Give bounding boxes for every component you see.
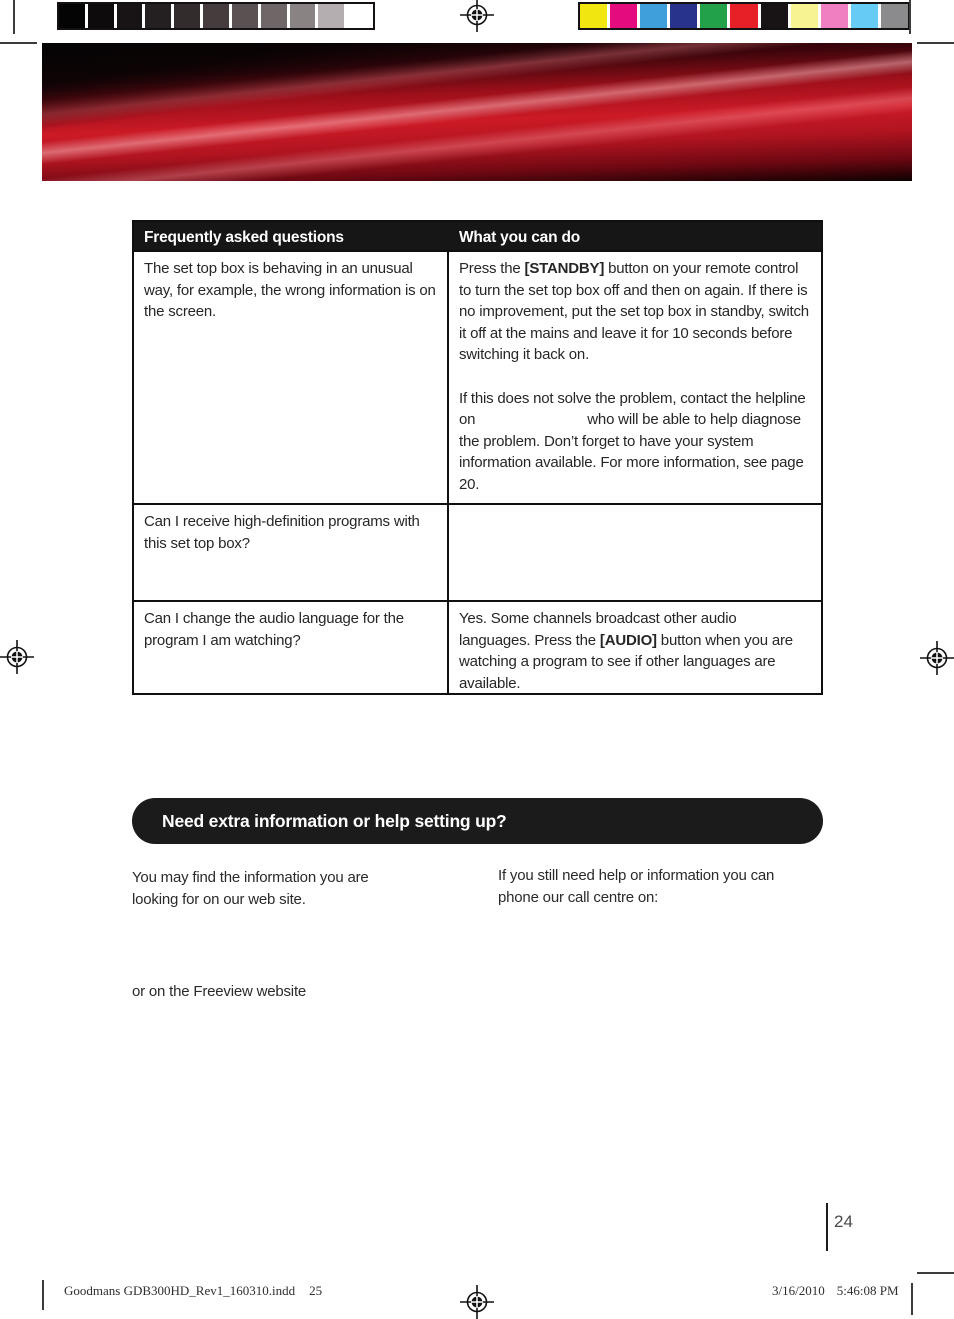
crop-mark [911, 1283, 913, 1315]
color-swatch [851, 4, 878, 28]
color-swatch [821, 4, 848, 28]
question-cell: Can I change the audio language for the program I am watching? [144, 610, 404, 649]
grayscale-swatch [347, 4, 373, 28]
color-swatch [791, 4, 818, 28]
grayscale-swatch [261, 4, 287, 28]
question-cell: The set top box is behaving in an unusual way, for example, the wrong information is on the screen. [144, 260, 436, 320]
crop-mark [0, 42, 37, 44]
color-swatch [761, 4, 788, 28]
crop-mark [909, 0, 911, 34]
info-paragraph-website: You may find the information you are looking for on our web site. [132, 869, 369, 908]
grayscale-swatch [145, 4, 171, 28]
color-swatch [881, 4, 908, 28]
column-header-questions: Frequently asked questions [144, 229, 344, 246]
grayscale-swatch [174, 4, 200, 28]
grayscale-swatch [117, 4, 143, 28]
color-swatch [670, 4, 697, 28]
page-number: 24 [834, 1212, 853, 1231]
crop-mark [917, 1272, 954, 1274]
grayscale-swatch [203, 4, 229, 28]
section-banner: Need extra information or help setting up? [132, 798, 823, 844]
registration-mark-icon [920, 641, 954, 675]
standby-key-label: [STANDBY] [524, 260, 605, 277]
color-swatch [730, 4, 757, 28]
grayscale-swatch [88, 4, 114, 28]
color-swatch [610, 4, 637, 28]
table-row [134, 503, 821, 600]
crop-mark [13, 0, 15, 34]
registration-mark-icon [0, 640, 34, 674]
color-swatch [580, 4, 607, 28]
registration-mark-icon [460, 0, 494, 32]
info-paragraph-callcentre: If you still need help or information you can phone our call centre on: [498, 867, 775, 906]
faq-table [132, 220, 823, 695]
audio-key-label: [AUDIO] [599, 631, 657, 649]
grayscale-swatch [290, 4, 316, 28]
page-title: Help and advice [162, 185, 318, 208]
page-number-rule [826, 1203, 828, 1251]
faq-table-header-row [134, 222, 821, 250]
footer-sheet-number: 25 [309, 1283, 323, 1298]
color-swatch [640, 4, 667, 28]
footer-filename: Goodmans GDB300HD_Rev1_160310.indd 25 [64, 1283, 323, 1298]
answer-cell: Yes. Some channels broadcast other audio languages. Press the [AUDIO] button when you are watching a program to see if other languages are available. [447, 602, 821, 694]
header-banner [42, 43, 912, 214]
footer-timestamp: 3/16/2010 5:46:08 PM [772, 1283, 899, 1298]
question-cell: Can I receive high-definition programs with this set top box? [144, 513, 420, 552]
info-paragraph-freeview: or on the Freeview website [132, 983, 307, 1000]
answer-cell: Press the [STANDBY] button on your remote control to turn the set top box off and then on again. If there is no improvement, put the set top box in standby, switch it off at the mains and leave it for 10 seconds before switching it back on. If this does not solve the problem, contact the helpline on who will be able to help diagnose the problem. Don’t forget to have your system information available. For more information, see page 20. [447, 252, 821, 503]
grayscale-swatch [318, 4, 344, 28]
color-calibration-bar [578, 2, 910, 30]
grayscale-calibration-bar [57, 2, 375, 30]
color-swatch [700, 4, 727, 28]
table-row [134, 600, 821, 693]
registration-mark-icon [460, 1285, 494, 1319]
column-header-actions: What you can do [447, 222, 821, 250]
chapter-number: 11 [867, 179, 900, 214]
grayscale-swatch [232, 4, 258, 28]
crop-mark [42, 1280, 44, 1310]
crop-mark [917, 42, 954, 44]
table-row [134, 250, 821, 503]
answer-cell [447, 505, 821, 600]
grayscale-swatch [59, 4, 85, 28]
